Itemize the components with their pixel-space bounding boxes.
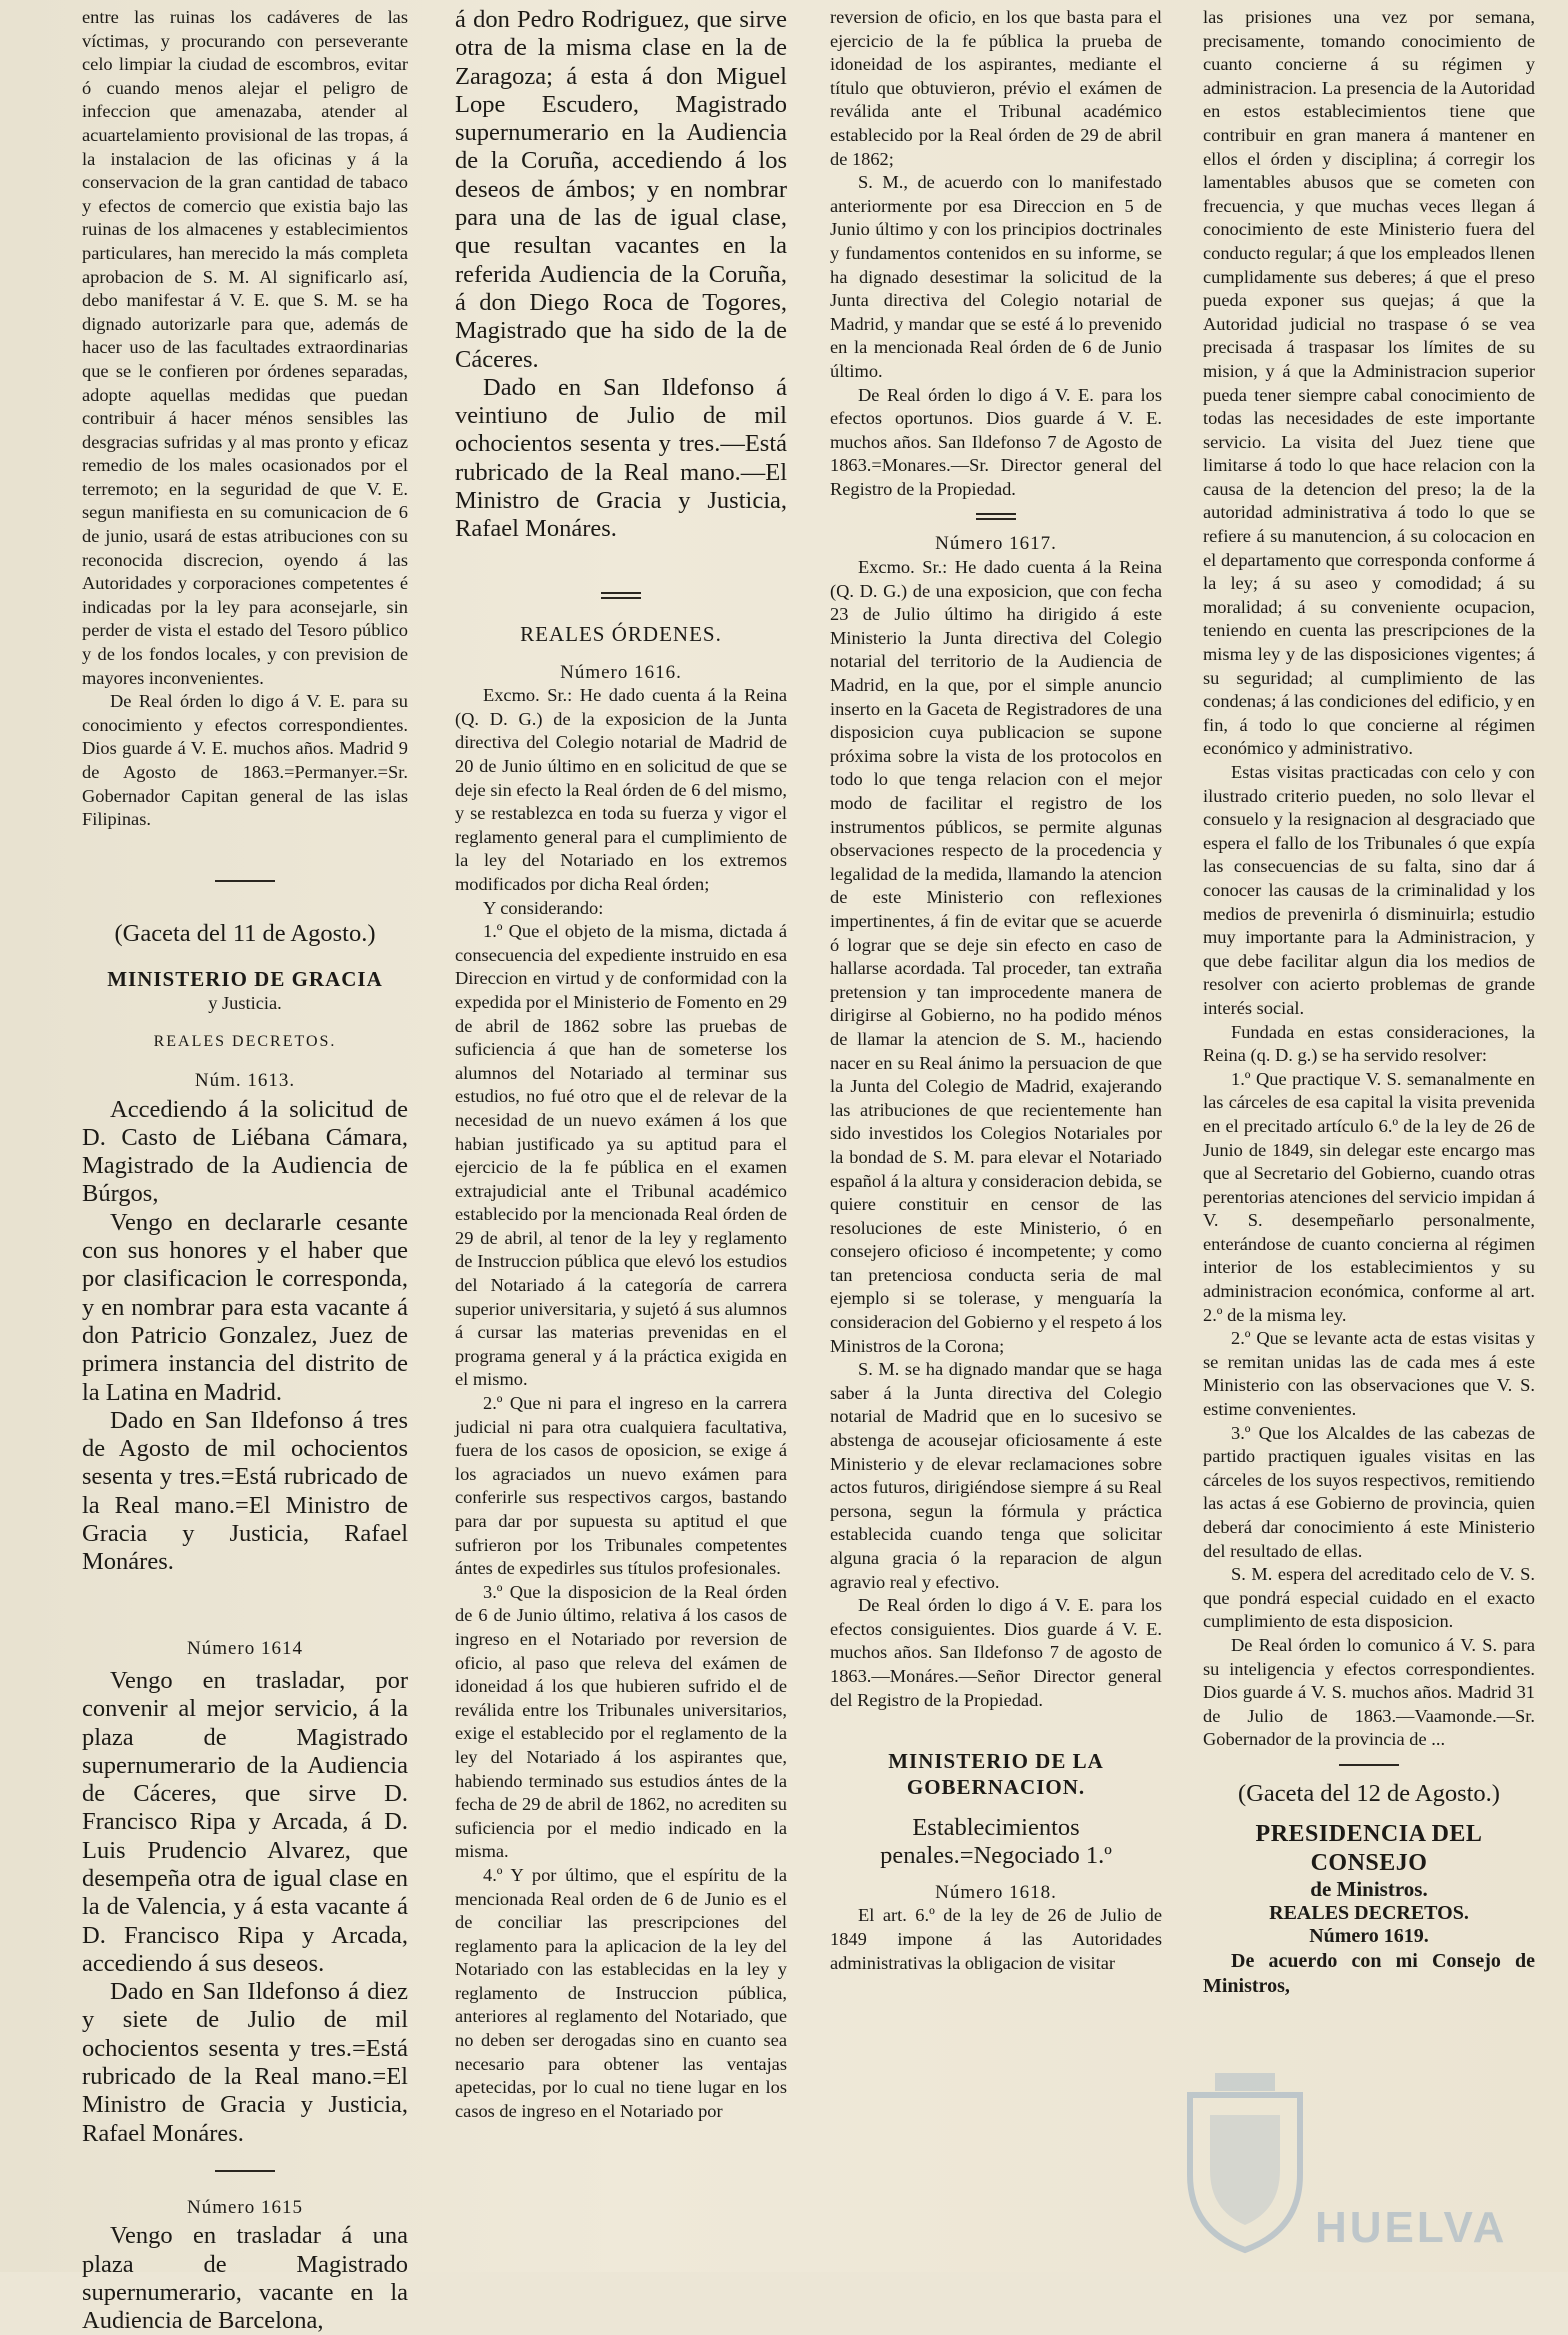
paragraph: De Real órden lo comunico á V. S. para su inteligencia y efectos correspondientes. Dios guarde á V. S. muchos años. Madrid 31 de Julio de 1863.—Vaamonde.—Sr. Gobernador de la provincia de ... [1203,1634,1535,1750]
paragraph: 1.º Que practique V. S. semanalmente en las cárceles de esa capital la visita prevenida en el precitado artículo 6.º de la ley de 26 de Junio de 1849, sin delegar este encargo mas que al Secretario del Gobierno, cuando otras perentorias atenciones del servicio impidan á V. S. desempeñarlo personalmente, enterándose de cuanto concierna al régimen interior de los establecimientos y su administracion económica, conforme al art. 2.º de la misma ley. [1203,1068,1535,1325]
section-subheading: de Ministros. [1310,1877,1428,1902]
paragraph: Vengo en trasladar, por convenir al mejor servicio, á la plaza de Magistrado supernumerario de la Audiencia de Cáceres, que sirve D. Francisco Ripa y Arcada, á D. Luis Prudencio Alvarez, que desempeña otra de igual clase en la de Valencia, y á esta vacante á D. Francisco Ripa y Arcada, accediendo á sus deseos. [82,1666,408,1977]
coat-of-arms-icon [1170,2065,1320,2255]
paragraph: á don Pedro Rodriguez, que sirve otra de la misma clase en la de Zaragoza; á esta á don Miguel Lope Escudero, Magistrado supernumerario en la Audiencia de la Coruña, accediendo á los deseos de ámbos; y en nombrar para una de las de igual clase, que resultan vacantes en la referida Audiencia de la Coruña, á don Diego Roca de Togores, Magistrado que ha sido de la de Cáceres. [455,6,787,373]
paragraph: S. M. espera del acreditado celo de V. S. que pondrá especial cuidado en el exacto cumplimiento de esta disposicion. [1203,1564,1535,1632]
paragraph: De Real órden lo digo á V. E. para los efectos consiguientes. Dios guarde á V. E. muchos años. San Ildefonso 7 de agosto de 1863.—Monáres.—Señor Director general del Registro de la Propiedad. [830,1595,1162,1710]
paragraph: Y considerando: [483,897,604,918]
paragraph: 3.º Que los Alcaldes de las cabezas de partido practiquen iguales visitas en las cárceles de los suyos respectivos, remitiendo las actas á ese Gobierno de provincia, quien deberá dar conocimiento á este Ministerio del resultado de ellas. [1203,1422,1535,1561]
paragraph: De Real órden lo digo á V. E. para su conocimiento y efectos correspondientes. Dios guarde á V. E. muchos años. Madrid 9 de Agosto de 1863.=Permanyer.=Sr. Gobernador Capitan general de las islas Filipinas. [82,691,408,830]
section-subheading: Establecimientos penales.=Negociado 1.º [880,1814,1112,1870]
separator [976,513,1016,520]
paragraph: entre las ruinas los cadáveres de las víctimas, y procurando con perseverante celo limpiar la ciudad de escombros, evitar ó cuando menos alejar el peligro de infeccion que amenazaba, atender al acuartelamiento provisional de las tropas, á la instalacion de las oficinas y á la conservacion de la gran cantidad de tabaco y efectos de comercio que existia bajo las ruinas de los almacenes y establecimientos particulares, han merecido la más completa aprobacion de S. M. Al significarlo así, debo manifestar á V. E. que S. M. se ha dignado autorizarle para que, además de hacer uso de las facultades extraordinarias que se le confieren por órdenes separadas, adopte aquellas medidas que puedan contribuir á hacer ménos sensibles las desgracias sufridas y al mas pronto y eficaz remedio de los males ocasionados por el terremoto; en la seguridad de que V. E. segun manifiesta en su comunicacion de 6 de junio, usará de estas atribuciones con su reconocida discrecion, oyendo á las Autoridades y corporaciones competentes é indicadas por la ley para aconsejarle, sin perder de vista el estado del Tesoro público y de los fondos locales, y con prevision de mayores inconvenientes. [82,7,408,688]
decree-number: Número 1614 [186,1637,303,1659]
decree-number: Número 1619. [1309,1925,1429,1948]
section-label: REALES DECRETOS. [153,1032,337,1050]
column-1 [82,6,408,2335]
separator [601,592,641,599]
paragraph: Vengo en trasladar á una plaza de Magistrado supernumerario, vacante en la Audiencia de Barcelona, [82,2222,408,2335]
paragraph: las prisiones una vez por semana, precisamente, tomando conocimiento de cuanto concierne á su régimen y administracion. La presencia de la Autoridad en estos establecimientos tiene que contribuir en gran manera á mantener en ellos el órden y disciplina; á corregir los lamentables abusos que se cometen con frecuencia, y que muchas veces llegan á conocimiento de este Ministerio fuera del conducto regular; á que los empleados llenen cumplidamente sus deberes; á que el preso pueda exponer sus quejas; á que la Autoridad judicial no traspase ó se vea precisada á traspasar los límites de su mision, y á que la Administracion superior pueda tener siempre cabal conocimiento de todas las necesidades de este importante servicio. La visita del Juez tiene que limitarse á todo lo que hace relacion con la causa de la detencion del preso; la de la autoridad administrativa á todo lo que se refiere á su manutencion, á su colocacion en el departamento que corresponda conforme á la ley; á su aseo y comodidad; á su moralidad; á su conveniente ocupacion, teniendo en cuenta las prescripciones de la misma ley y de las disposiciones vigentes; á su seguridad; al cumplimiento de las condenas; á las condiciones del edificio, y en fin, á todo lo que concierne al régimen económico y administrativo. [1203,7,1535,759]
huelva-watermark [1170,2065,1530,2260]
column-4 [1203,6,1535,1999]
paragraph: De acuerdo con mi Consejo de Ministros, [1203,1950,1535,1998]
paragraph: Dado en San Ildefonso á tres de Agosto de mil ochocientos sesenta y tres.=Está rubricado de la Real mano.=El Ministro de Gracia y Justicia, Rafael Monáres. [82,1406,408,1576]
paragraph: De Real órden lo digo á V. E. para los efectos oportunos. Dios guarde á V. E. muchos años. San Ildefonso 7 de Agosto de 1863.=Monares.—Sr. Director general del Registro de la Propiedad. [830,384,1162,499]
section-heading: REALES ÓRDENES. [520,621,722,646]
paragraph: Fundada en estas consideraciones, la Reina (q. D. g.) se ha servido resolver: [1203,1021,1535,1066]
section-heading: MINISTERIO DE GRACIA [107,967,383,992]
watermark-text: HUELVA [1315,2203,1508,2252]
column-2 [455,6,787,2123]
column-3 [830,6,1162,1975]
paragraph: 4.º Y por último, que el espíritu de la mencionada Real orden de 6 de Junio es el de conciliar las prescripciones del reglamento para la aplicacion de la ley del Notariado con las establecidas en la ley y reglamento de Instruccion pública, anteriores al reglamento del Notariado, que no deben ser derogadas sino en cuanto sea necesario para obtener las ventajas apetecidas, por lo cual no tiene lugar en los casos de ingreso en el Notariado por [455,1864,787,2121]
order-number: Número 1618. [935,1881,1057,1903]
order-number: Número 1616. [560,661,682,683]
section-subheading: y Justicia. [208,993,282,1014]
paragraph: 2.º Que ni para el ingreso en la carrera judicial ni para otra cualquiera facultativa, fuera de los casos de oposicion, se exige á los agraciados un nuevo exámen para conferirle sus respectivos cargos, bastando para dar por supuesta su aptitud el que sufrieron por los Tribunales competentes ántes de expedirles sus títulos profesionales. [455,1393,787,1579]
decree-number: Número 1615 [186,2196,303,2218]
section-heading: MINISTERIO DE LA GOBERNACION. [888,1749,1104,1800]
paragraph: Estas visitas practicadas con celo y con ilustrado criterio pueden, no solo llevar el consuelo y la resignacion al desgraciado que espera el fallo de los Tribunales ó que expía las consecuencias de su falta, sino dar á conocer las causas de la criminalidad y los medios de prevenirla ó disminuirla; estudio muy importante para la Administracion, y que debe facilitar algun dia los medios de resolver con acierto problemas de grande interés social. [1203,762,1535,1018]
order-number: Número 1617. [935,533,1057,555]
section-heading: PRESIDENCIA DEL CONSEJO [1255,1821,1483,1877]
paragraph: Dado en San Ildefonso á veintiuno de Julio de mil ochocientos sesenta y tres.—Está rubricado de la Real mano.—El Ministro de Gracia y Justicia, Rafael Monáres. [455,373,787,543]
paragraph: Excmo. Sr.: He dado cuenta á la Reina (Q. D. G.) de la exposicion de la Junta directiva del Colegio notarial de Madrid de 20 de Junio último en en solicitud de que se deje sin efecto la Real órden de 6 del mismo, y se restablezca en toda su fuerza y vigor el reglamento general para el cumplimiento de la ley del Notariado en los extremos modificados por dicha Real órden; [455,685,787,894]
gaceta-date: (Gaceta del 11 de Agosto.) [114,919,376,947]
paragraph: 1.º Que el objeto de la misma, dictada á consecuencia del expediente instruido en esa Direccion en virtud y de conformidad con la expedida por el Ministerio de Fomento en 29 de abril de 1862 sobre las pruebas de suficiencia á que han de someterse los alumnos del Notariado al terminar sus estudios, no fué otro que el de relevar de la necesidad de un nuevo exámen á los que habian justificado ya su aptitud para el ejercicio de la fe pública en el examen extrajudicial ante el Tribunal académico establecido por la mencionada Real órden de 29 de abril, al tenor de la ley y reglamento de Instruccion pública que elevó los estudios del Notariado á la categoría de carrera superior universitaria, y sujetó á sus alumnos á cursar las materias prevenidas en el programa general y á la práctica exigida en el mismo. [455,921,787,1390]
decree-number: Núm. 1613. [194,1070,296,1092]
section-label: REALES DECRETOS. [1269,1901,1469,1924]
paragraph: Vengo en declararle cesante con sus honores y el haber que por clasificacion le corresponda, y en nombrar para esta vacante á don Patricio Gonzalez, Juez de primera instancia del distrito de la Latina en Madrid. [82,1208,408,1406]
paragraph: Dado en San Ildefonso á diez y siete de Julio de mil ochocientos sesenta y tres.=Está rubricado de la Real mano.=El Ministro de Gracia y Justicia, Rafael Monáres. [82,1978,408,2147]
paragraph: reversion de oficio, en los que basta para el ejercicio de la fe pública la prueba de idoneidad de los aspirantes, mediante el título que obtuvieron, prévio el exámen de reválida ante el Tribunal académico establecido por la Real órden de 29 de abril de 1862; [830,7,1162,169]
paragraph: Excmo. Sr.: He dado cuenta á la Reina (Q. D. G.) de una exposicion, que con fecha 23 de Julio último ha dirigido á este Ministerio la Junta directiva del Colegio notarial del territorio de la Audiencia de Madrid, en la que, por el simple anuncio inserto en la Gaceta de Registradores de una disposicion cuya publicacion se supone próxima sobre la vista de los protocolos en todo lo que tenga relacion con el mejor modo de facilitar el registro de los instrumentos públicos, se permite algunas observaciones respecto de la procedencia y legalidad de la medida, llamando la atencion de este Ministerio con reflexiones impertinentes, á fin de evitar que se acuerde ó lograr que se deje sin efecto en caso de hallarse acordada. Tal proceder, tan extraña pretension y tan improcedente manera de dirigirse al Gobierno, no ha podido ménos de llamar la atencion de S. M., haciendo nacer en su Real ánimo la persuacion de que la Junta del Colegio de Madrid, exajerando las atribuciones de que recientemente han sido investidos los Colegios Notariales por la bondad de S. M. para elevar el Notariado español á la altura y consideracion debida, se quiere constituir en censor de las resoluciones de este Ministerio, ó en consejero oficioso é incompetente; y como tan pretenciosa conducta seria de mal ejemplo si se tolerase, y menguaría la consideracion del Gobierno y el respeto á los Ministros de la Corona; [830,557,1162,1356]
paragraph: S. M., de acuerdo con lo manifestado anteriormente por esa Direccion en 5 de Junio último y con los principios doctrinales y fundamentos contenidos en su informe, se ha dignado desestimar la solicitud de la Junta directiva del Colegio notarial de Madrid, y mandar que se esté á lo prevenido en la mencionada Real órden de 6 de Junio último. [830,172,1162,381]
paragraph: 3.º Que la disposicion de la Real órden de 6 de Junio último, relativa á los casos de ingreso en el Notariado por reversion de oficio, al paso que releva del exámen de idoneidad á los que hubieren sufrido el de reválida entre los Tribunales universitarios, exige el establecido por el reglamento de la ley del Notariado á los aspirantes que, habiendo terminado sus estudios ántes de la fecha de 29 de abril de 1862, no acrediten su suficiencia por el medio indicado en la misma. [455,1581,787,1862]
gaceta-date: (Gaceta del 12 de Agosto.) [1238,1779,1500,1807]
paragraph: Accediendo á la solicitud de D. Casto de Liébana Cámara, Magistrado de la Audiencia de Búrgos, [82,1095,408,1208]
paragraph: El art. 6.º de la ley de 26 de Julio de 1849 impone á las Autoridades administrativas la obligacion de visitar [830,1905,1162,1973]
paragraph: 2.º Que se levante acta de estas visitas y se remitan unidas las de cada mes á este Ministerio con las observaciones que V. S. estime convenientes. [1203,1328,1535,1420]
paragraph: S. M. se ha dignado mandar que se haga saber á la Junta directiva del Colegio notarial de Madrid que en lo sucesivo se abstenga de acousejar oficiosamente á este Ministerio y de elevar reclamaciones sobre actos futuros, dirigiéndose siempre á su Real persona, segun la fórmula y práctica establecida cuando tenga que solicitar alguna gracia ó la reparacion de algun agravio real y efectivo. [830,1359,1162,1592]
